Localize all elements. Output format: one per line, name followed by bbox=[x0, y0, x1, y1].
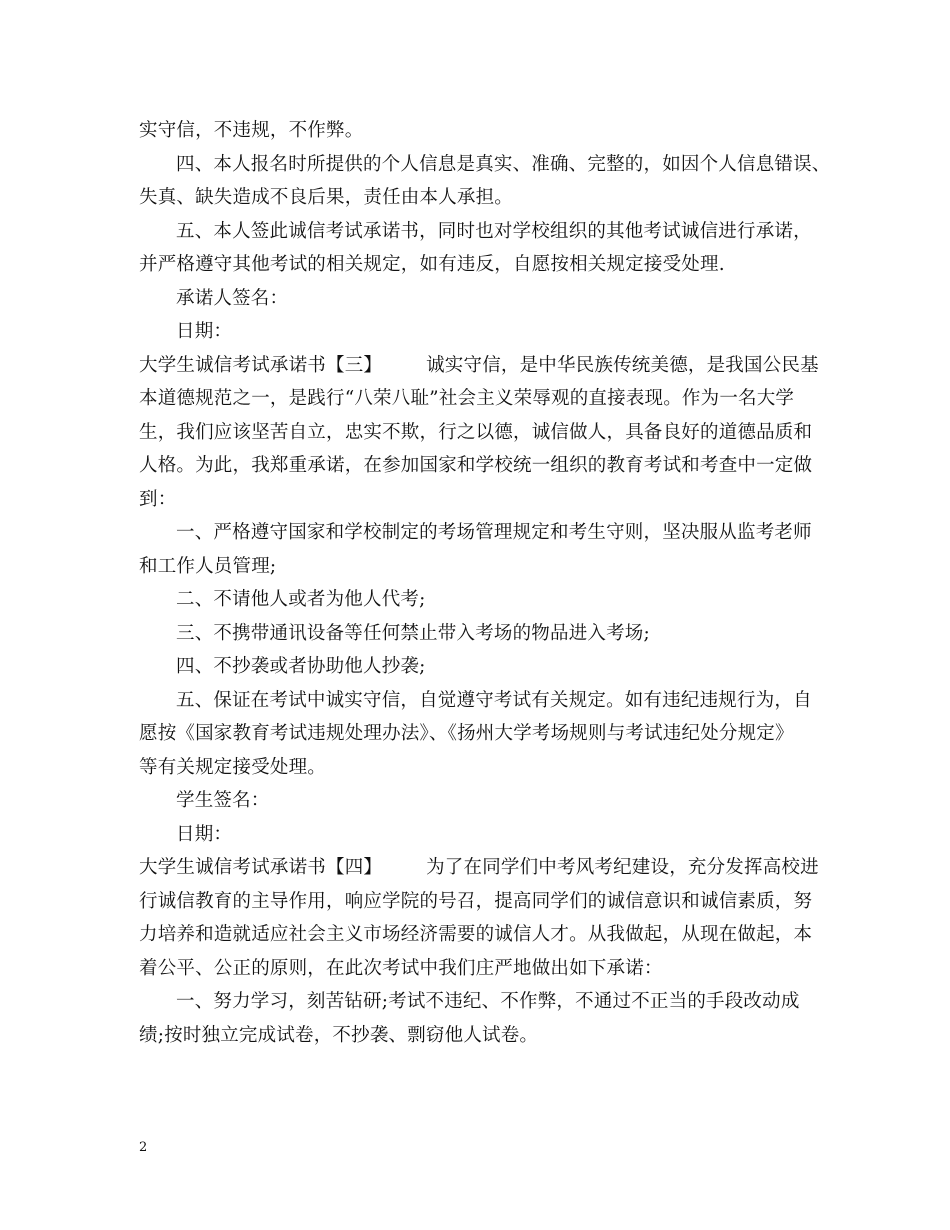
body-line: 着公平、公正的原则，在此次考试中我们庄严地做出如下承诺： bbox=[139, 957, 663, 979]
section-heading: 大学生诚信考试承诺书【三】 bbox=[139, 354, 383, 376]
section-intro-text: 诚实守信，是中华民族传统美德，是我国公民基 bbox=[426, 354, 819, 376]
body-line: 五、保证在考试中诚实守信，自觉遵守考试有关规定。如有违纪违规行为，自 bbox=[176, 689, 812, 711]
body-line: 和工作人员管理; bbox=[139, 555, 277, 577]
body-line: 生，我们应该坚苦自立，忠实不欺，行之以德，诚信做人，具备良好的道德品质和 bbox=[139, 421, 813, 443]
body-line: 本道德规范之一，是践行“八荣八耻”社会主义荣辱观的直接表现。作为一名大学 bbox=[139, 388, 795, 409]
date-label: 日期： bbox=[176, 321, 233, 342]
body-line: 等有关规定接受处理。 bbox=[139, 756, 327, 778]
body-line: 一、严格遵守国家和学校制定的考场管理规定和考生守则，坚决服从监考老师 bbox=[176, 522, 812, 543]
body-line: 力培养和造就适应社会主义市场经济需要的诚信人才。从我做起，从现在做起，本 bbox=[139, 924, 813, 945]
page-number: 2 bbox=[139, 1140, 148, 1155]
body-line: 一、努力学习，刻苦钻研;考试不违纪、不作弊，不通过不正当的手段改动成 bbox=[176, 991, 800, 1012]
body-line: 失真、缺失造成不良后果，责任由本人承担。 bbox=[139, 187, 514, 208]
body-line: 人格。为此，我郑重承诺，在参加国家和学校统一组织的教育考试和考查中一定做 bbox=[139, 455, 813, 476]
body-line: 绩;按时独立完成试卷，不抄袭、剽窃他人试卷。 bbox=[139, 1024, 539, 1046]
section-heading-line bbox=[139, 349, 819, 383]
section-intro-text: 为了在同学们中考风考纪建设，充分发挥高校进 bbox=[426, 857, 819, 878]
body-line: 到： bbox=[139, 488, 177, 510]
section-heading-line bbox=[139, 851, 819, 885]
section-heading: 大学生诚信考试承诺书【四】 bbox=[139, 857, 383, 878]
body-line: 五、本人签此诚信考试承诺书，同时也对学校组织的其他考试诚信进行承诺， bbox=[176, 220, 812, 242]
body-line: 愿按《国家教育考试违规处理办法》、《扬州大学考场规则与考试违纪处分规定》 bbox=[139, 723, 794, 744]
document-body bbox=[139, 114, 831, 1052]
signature-label: 学生签名： bbox=[176, 790, 270, 811]
body-line: 实守信，不违规，不作弊。 bbox=[139, 120, 364, 141]
body-line: 四、不抄袭或者协助他人抄袭; bbox=[176, 656, 426, 677]
body-line: 并严格遵守其他考试的相关规定，如有违反，自愿按相关规定接受处理. bbox=[139, 254, 725, 275]
date-label: 日期： bbox=[176, 823, 233, 845]
signature-label: 承诺人签名： bbox=[176, 287, 289, 309]
body-line: 行诚信教育的主导作用，响应学院的号召，提高同学们的诚信意识和诚信素质，努 bbox=[139, 890, 813, 912]
body-line: 四、本人报名时所提供的个人信息是真实、准确、完整的，如因个人信息错误、 bbox=[176, 153, 831, 175]
body-line: 三、不携带通讯设备等任何禁止带入考场的物品进入考场; bbox=[176, 622, 650, 644]
body-line: 二、不请他人或者为他人代考; bbox=[176, 589, 426, 610]
